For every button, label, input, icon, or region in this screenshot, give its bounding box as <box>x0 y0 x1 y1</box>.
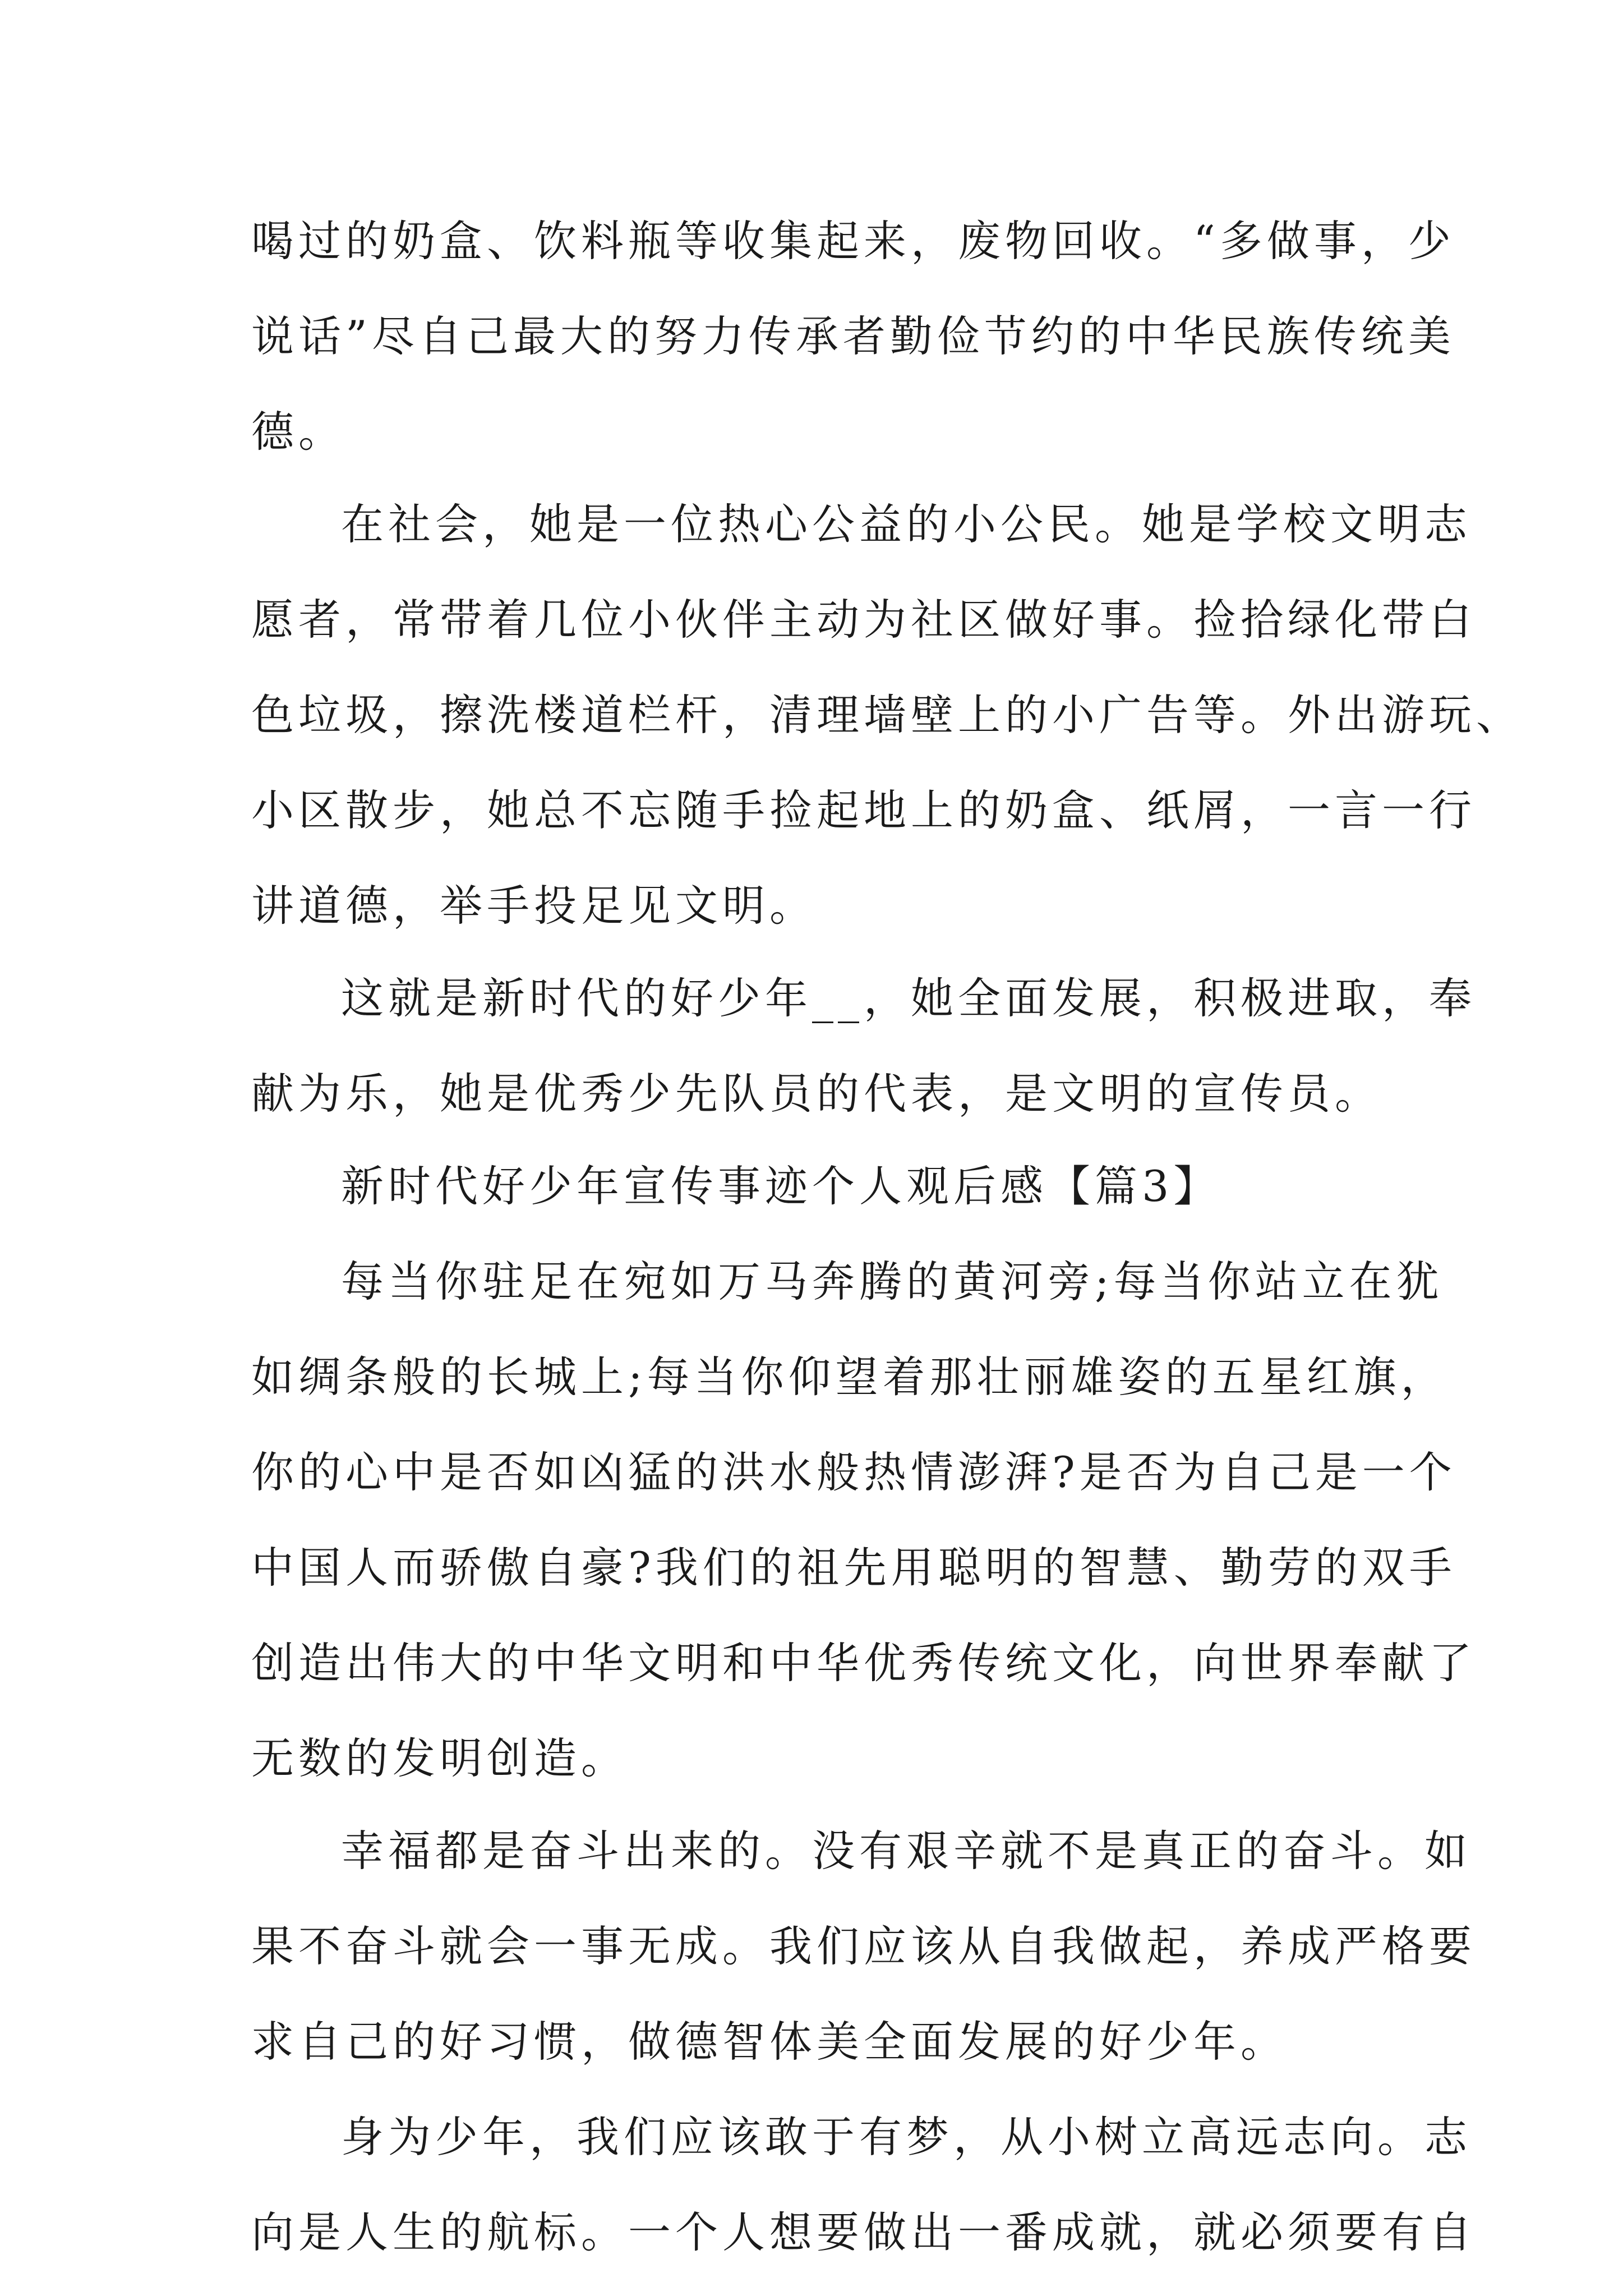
text-line: 你的心中是否如凶猛的洪水般热情澎湃?是否为自己是一个 <box>251 1447 1456 1497</box>
text-line: 献为乐，她是优秀少先队员的代表，是文明的宣传员。 <box>251 1069 1382 1119</box>
text-line: 无数的发明创造。 <box>251 1733 628 1783</box>
text-line: 创造出伟大的中华文明和中华优秀传统文化，向世界奉献了 <box>251 1638 1476 1688</box>
text-line: 色垃圾，擦洗楼道栏杆，清理墙壁上的小广告等。外出游玩、 <box>251 690 1523 740</box>
section-heading: 新时代好少年宣传事迹个人观后感【篇3】 <box>341 1161 1221 1211</box>
text-line: 喝过的奶盒、饮料瓶等收集起来，废物回收。“多做事，少 <box>251 216 1455 266</box>
text-line: 中国人而骄傲自豪?我们的祖先用聪明的智慧、勤劳的双手 <box>251 1543 1456 1593</box>
paragraph-start-line: 在社会，她是一位热心公益的小公民。她是学校文明志 <box>341 499 1472 549</box>
paragraph-start-line: 幸福都是奋斗出来的。没有艰辛就不是真正的奋斗。如 <box>341 1826 1472 1876</box>
paragraph-start-line: 身为少年，我们应该敢于有梦，从小树立高远志向。志 <box>341 2112 1472 2162</box>
text-line: 愿者，常带着几位小伙伴主动为社区做好事。捡拾绿化带白 <box>251 595 1476 645</box>
text-line: 说话”尽自己最大的努力传承者勤俭节约的中华民族传统美 <box>251 311 1455 361</box>
text-line: 果不奋斗就会一事无成。我们应该从自我做起，养成严格要 <box>251 1921 1476 1971</box>
paragraph-start-line: 每当你驻足在宛如万马奔腾的黄河旁;每当你站立在犹 <box>341 1257 1444 1306</box>
text-line: 讲道德，举手投足见文明。 <box>251 881 817 931</box>
text-line: 求自己的好习惯，做德智体美全面发展的好少年。 <box>251 2017 1288 2067</box>
text-line: 德。 <box>251 407 345 457</box>
text-line: 如绸条般的长城上;每当你仰望着那壮丽雄姿的五星红旗， <box>251 1352 1448 1402</box>
text-line: 小区散步，她总不忘随手捡起地上的奶盒、纸屑，一言一行 <box>251 785 1476 835</box>
text-line: 向是人生的航标。一个人想要做出一番成就，就必须要有自 <box>251 2207 1476 2257</box>
paragraph-start-line: 这就是新时代的好少年__，她全面发展，积极进取，奉 <box>341 973 1476 1023</box>
